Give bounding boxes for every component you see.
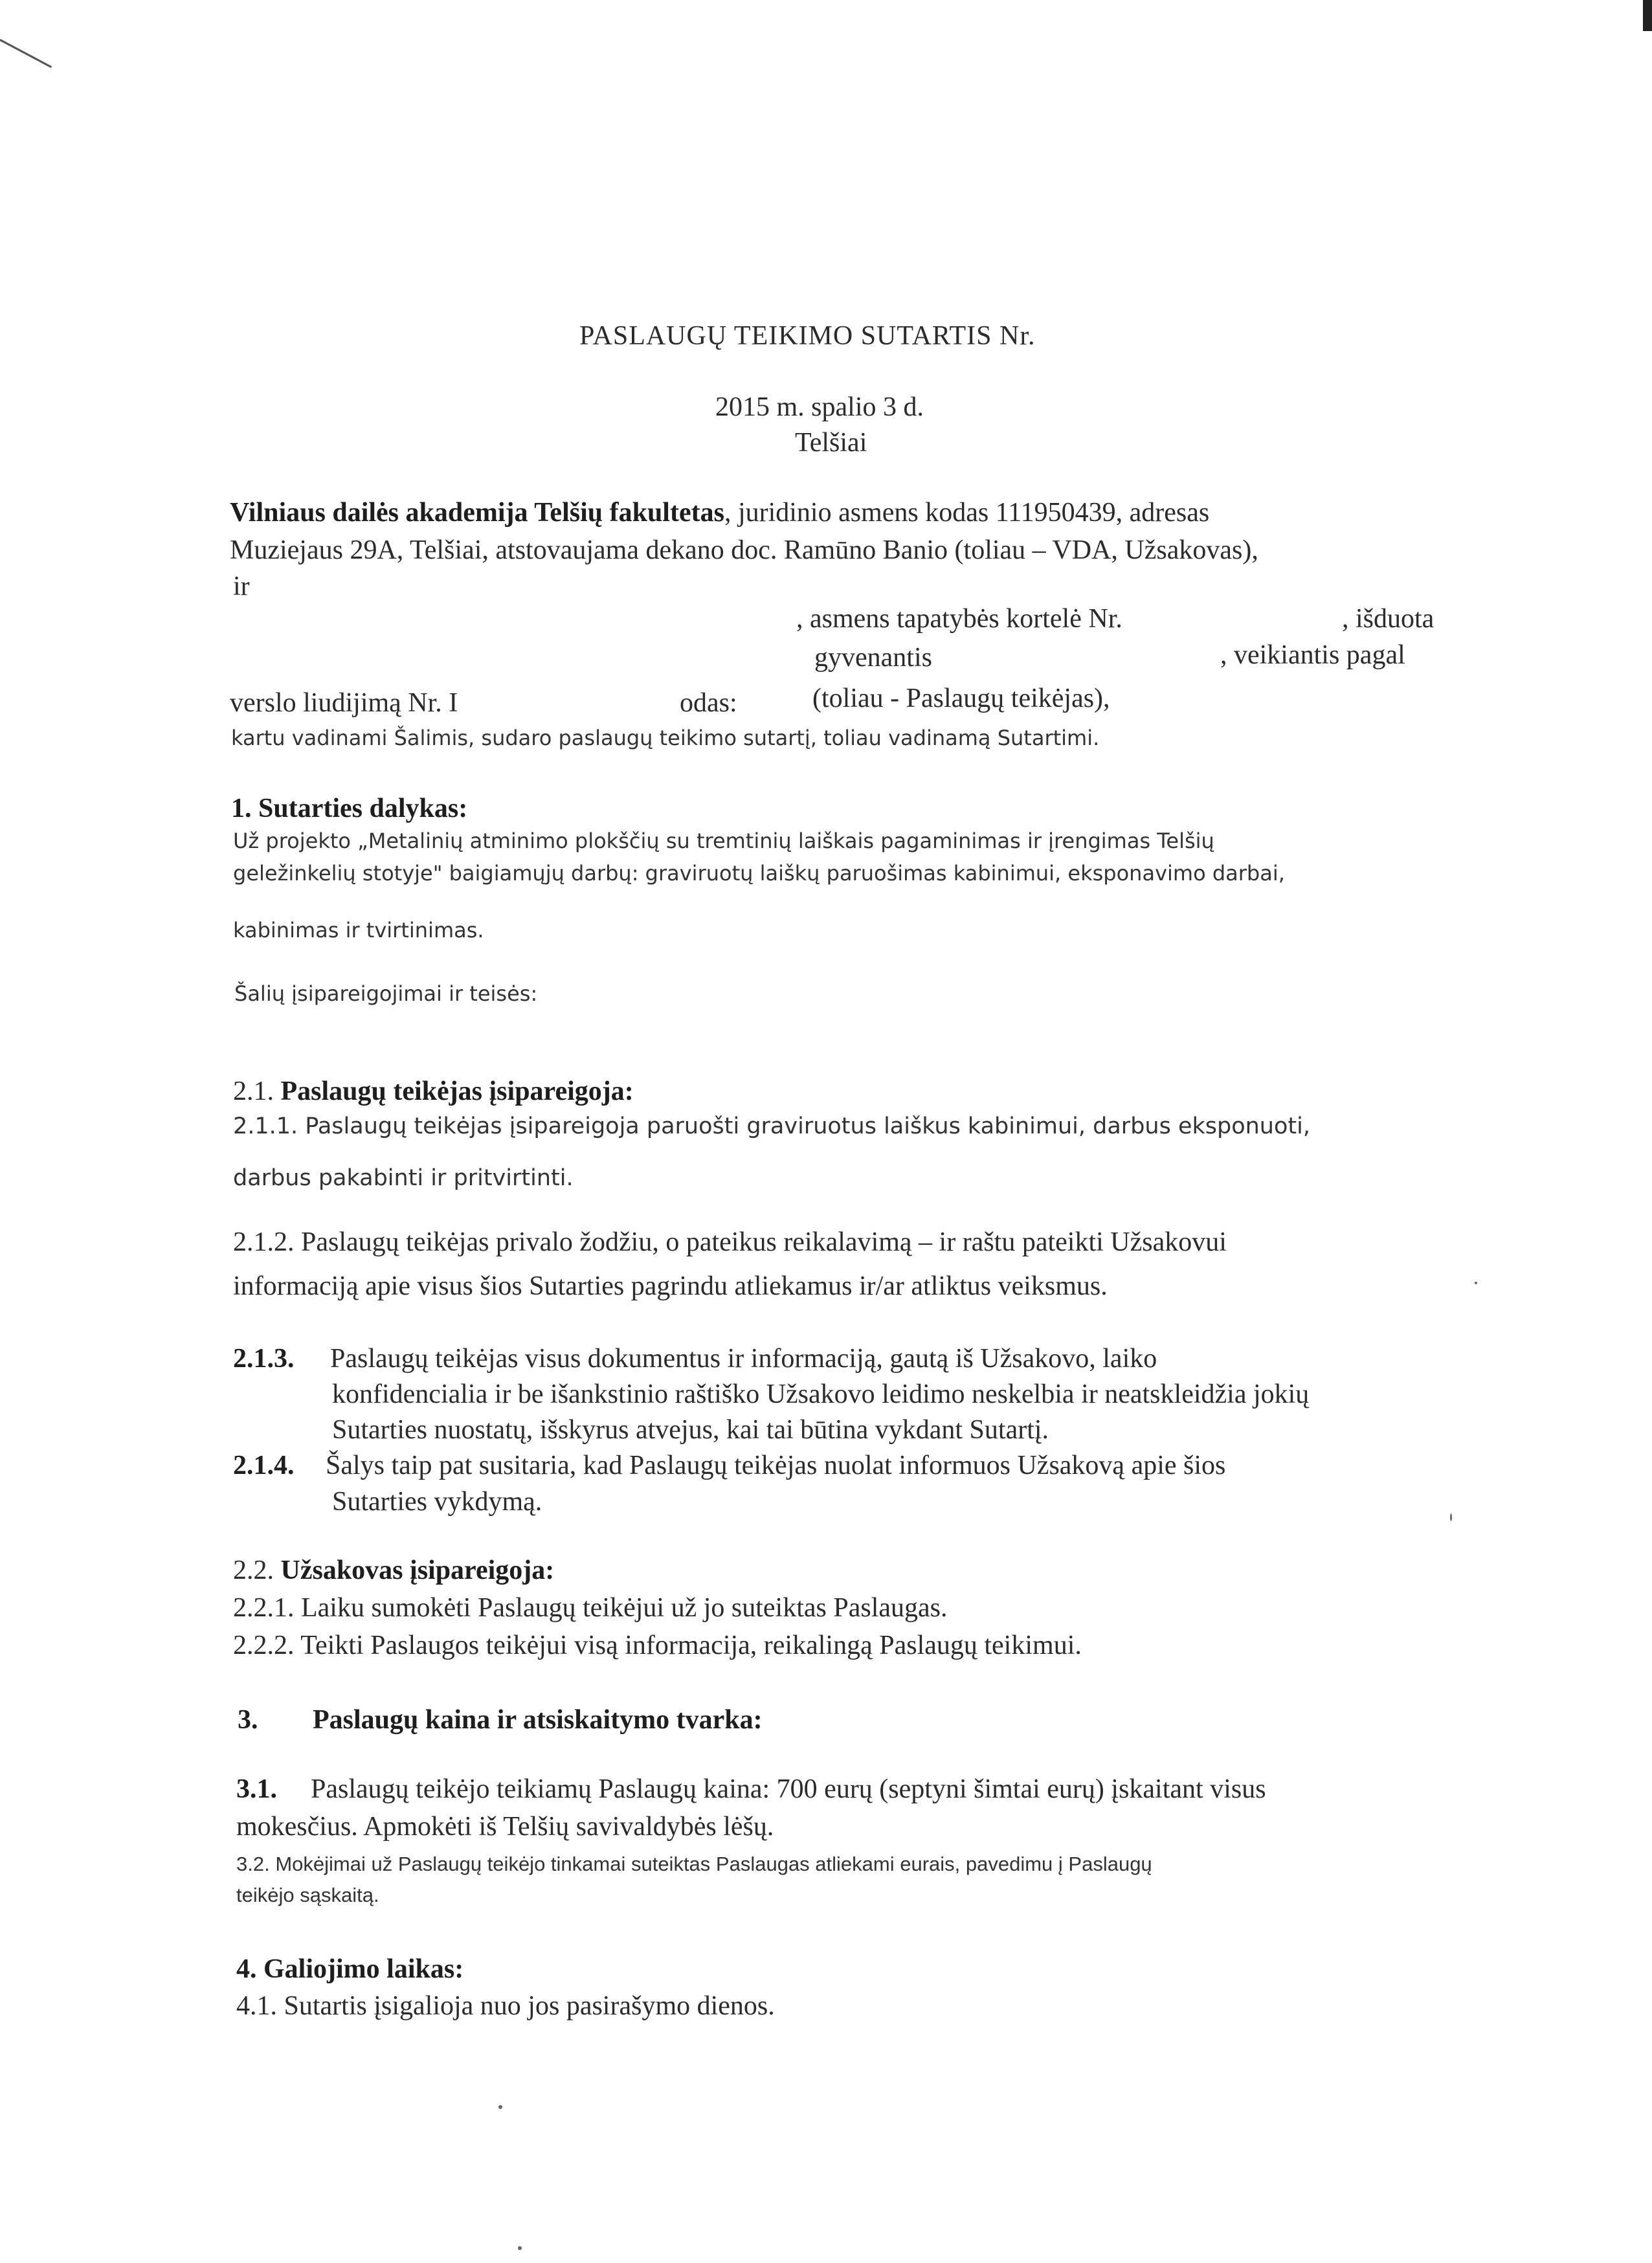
scan-speck	[1475, 1282, 1477, 1284]
section-1-heading: 1. Sutarties dalykas:	[231, 794, 468, 823]
parties-line-2: Muziejaus 29A, Telšiai, atstovaujama dekano doc. Ramūno Banio (toliau – VDA, Užsakovas),	[230, 535, 1258, 565]
section-2-2-1: 2.2.1. Laiku sumokėti Paslaugų teikėjui už jo suteiktas Paslaugas.	[233, 1593, 948, 1623]
section-1-line-1: Už projekto „Metalinių atminimo plokščių su tremtinių laiškais pagaminimas ir įrengimas Telšių	[233, 829, 1214, 853]
scan-edge-mark	[0, 39, 52, 68]
parties-line-1	[230, 497, 1447, 528]
section-4-heading: 4. Galiojimo laikas:	[236, 1954, 464, 1984]
parties-id-card: , asmens tapatybės kortelė Nr.	[796, 604, 1122, 634]
section-3-1-line-1: Paslaugų teikėjo teikiamų Paslaugų kaina: 700 eurų (septyni šimtai eurų) įskaitant visus	[311, 1774, 1266, 1804]
parties-issued: , išduota	[1342, 604, 1434, 634]
section-1-line-3: kabinimas ir tvirtinimas.	[233, 918, 484, 942]
section-3-2-line-1: 3.2. Mokėjimai už Paslaugų teikėjo tinkamai suteiktas Paslaugas atliekami eurais, pavedimu į Paslaugų	[236, 1853, 1152, 1875]
org-name: Vilniaus dailės akademija Telšių fakultetas	[230, 498, 724, 528]
section-2-2-heading: 2.2. Užsakovas įsipareigoja:	[233, 1555, 555, 1585]
section-2-1-4-line-1: Šalys taip pat susitaria, kad Paslaugų teikėjas nuolat informuos Užsakovą apie šios	[326, 1451, 1226, 1480]
section-2-1-3-number: 2.1.3.	[233, 1344, 295, 1374]
section-2-1-4-line-2: Sutarties vykdymą.	[332, 1487, 542, 1517]
section-2-2-2: 2.2.2. Teikti Paslaugos teikėjui visą informacija, reikalingą Paslaugų teikimui.	[233, 1631, 1082, 1660]
section-3-heading: Paslaugų kaina ir atsiskaitymo tvarka:	[313, 1705, 763, 1735]
parties-line-7: kartu vadinami Šalimis, sudaro paslaugų teikimo sutartį, toliau vadinamą Sutartimi.	[231, 726, 1100, 750]
parties-acting: , veikiantis pagal	[1220, 640, 1405, 670]
section-2-1-3-line-3: Sutarties nuostatų, išskyrus atvejus, kai tai būtina vykdant Sutartį.	[332, 1415, 1049, 1445]
section-1-line-2: geležinkelių stotyje" baigiamųjų darbų: graviruotų laiškų paruošimas kabinimui, eksponavimo darbai,	[233, 861, 1285, 886]
section-2-1-2-line-2: informaciją apie visus šios Sutarties pagrindu atliekamus ir/ar atliktus veiksmus.	[233, 1271, 1108, 1301]
section-2-1-1-line-2: darbus pakabinti ir pritvirtinti.	[233, 1165, 574, 1191]
page-title: PASLAUGŲ TEIKIMO SUTARTIS Nr.	[579, 321, 1036, 351]
section-3-2-line-2: teikėjo sąskaitą.	[236, 1884, 379, 1906]
section-2-1-1-line-1: 2.1.1. Paslaugų teikėjas įsipareigoja paruošti graviruotus laiškus kabinimui, darbus eksponuoti,	[233, 1113, 1310, 1139]
obligations-label: Šalių įsipareigojimai ir teisės:	[234, 981, 538, 1006]
section-2-1-heading: 2.1. Paslaugų teikėjas įsipareigoja:	[233, 1076, 634, 1106]
section-2-1-4-number: 2.1.4.	[233, 1451, 295, 1480]
contract-city: Telšiai	[795, 428, 867, 458]
parties-residing: gyvenantis	[814, 643, 932, 673]
section-4-1: 4.1. Sutartis įsigalioja nuo jos pasirašymo dienos.	[236, 1991, 775, 2021]
scan-speck	[498, 2105, 502, 2109]
scan-edge-shadow	[1643, 0, 1652, 31]
contract-date: 2015 m. spalio 3 d.	[715, 392, 924, 422]
parties-line-3: ir	[233, 572, 250, 601]
parties-provider: (toliau - Paslaugų teikėjas),	[812, 684, 1110, 713]
section-3-number: 3.	[238, 1705, 258, 1735]
section-2-1-3-line-2: konfidencialia ir be išankstinio raštiško Užsakovo leidimo neskelbia ir neatskleidžia jokių	[332, 1379, 1310, 1409]
org-details: , juridinio asmens kodas 111950439, adresas	[724, 498, 1210, 528]
section-2-1-3-line-1: Paslaugų teikėjas visus dokumentus ir informaciją, gautą iš Užsakovo, laiko	[330, 1344, 1157, 1374]
parties-certificate: verslo liudijimą Nr. I	[230, 688, 458, 718]
section-2-1-2-line-1: 2.1.2. Paslaugų teikėjas privalo žodžiu, o pateikus reikalavimą – ir raštu pateikti Užsakovui	[233, 1227, 1227, 1257]
section-3-1-line-2: mokesčius. Apmokėti iš Telšių savivaldybės lėšų.	[236, 1812, 774, 1842]
section-3-1-number: 3.1.	[236, 1774, 277, 1804]
scan-speck	[1450, 1513, 1452, 1521]
scan-speck	[518, 2246, 522, 2250]
parties-code: odas:	[680, 688, 737, 718]
